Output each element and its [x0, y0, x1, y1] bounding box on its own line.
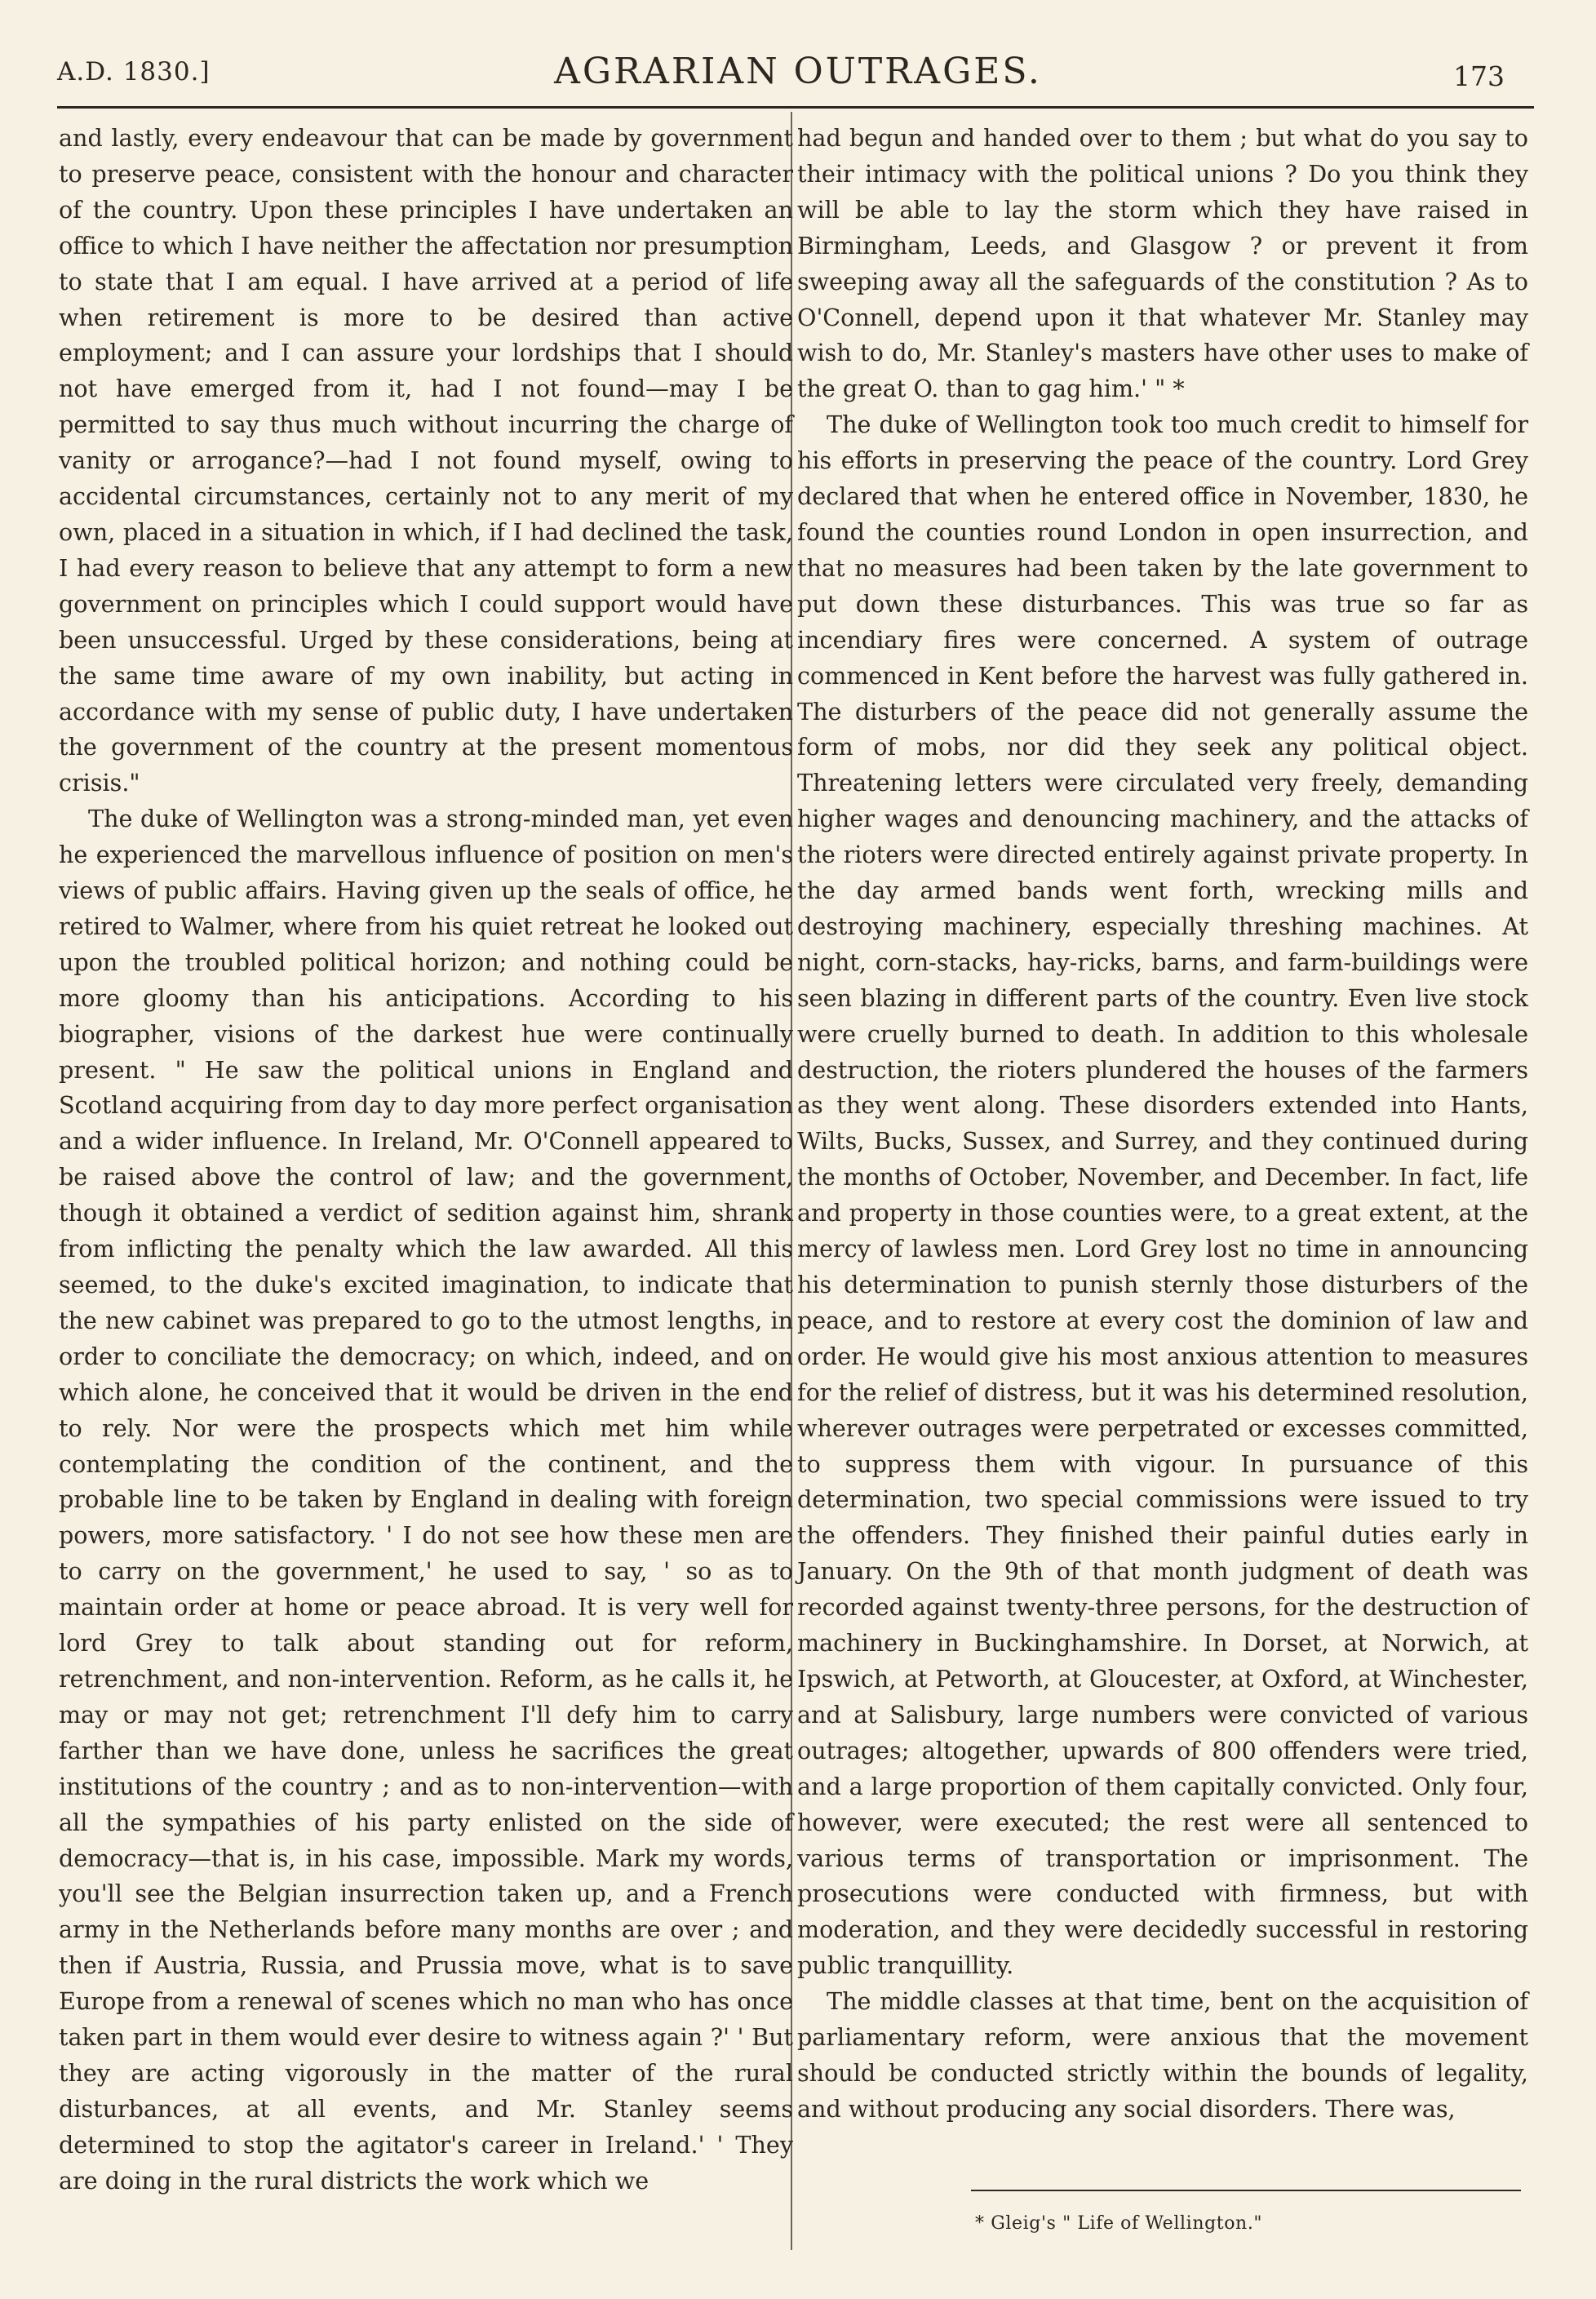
paragraph: The middle classes at that time, bent on the acquisition of parliamentary reform, were anxious that the movement should be conducted strictly within the bounds of legality, and without producing any social disorders. There was, — [797, 1987, 1528, 2123]
footnote: * Gleig's " Life of Wellington." — [975, 2213, 1263, 2234]
right-column — [797, 121, 1528, 2128]
paragraph: had begun and handed over to them ; but what do you say to their intimacy with the political unions ? Do you think they will be able to lay the storm which they have raised in Birmingham, Leeds, and Glasgow ? or prevent it from sweeping away all the safeguards of the constitution ? As to O'Connell, depend upon it that whatever Mr. Stanley may wish to do, Mr. Stanley's masters have other uses to make of the great O. than to gag him.' " * — [797, 124, 1528, 403]
paragraph: The duke of Wellington took too much credit to himself for his efforts in preserving the peace of the country. Lord Grey declared that when he entered office in November, 1830, he found the counties round London in open insurrection, and that no measures had been taken by the late government to put down these disturbances. This was true so far as incendiary fires were concerned. A system of outrage commenced in Kent before the harvest was fully gathered in. The disturbers of the peace did not generally assume the form of mobs, nor did they seek any political object. Threatening letters were circulated very freely, demanding higher wages and denouncing machinery, and the attacks of the rioters were directed entirely against private property. In the day armed bands went forth, wrecking mills and destroying machinery, especially threshing machines. At night, corn-stacks, hay-ricks, barns, and farm-buildings were seen blazing in different parts of the country. Even live stock were cruelly burned to death. In addition to this wholesale destruction, the rioters plundered the houses of the farmers as they went along. These disorders extended into Hants, Wilts, Bucks, Sussex, and Surrey, and they continued during the months of October, November, and December. In fact, life and property in those counties were, to a great extent, at the mercy of lawless men. Lord Grey lost no time in announcing his determination to punish sternly those disturbers of the peace, and to restore at every cost the dominion of law and order. He would give his most anxious attention to measures for the relief of distress, but it was his determined resolution, wherever outrages were perpetrated or excesses committed, to suppress them with vigour. In pursuance of this determination, two special commissions were issued to try the offenders. They finished their painful duties early in January. On the 9th of that month judgment of death was recorded against twenty-three persons, for the destruction of machinery in Buckinghamshire. In Dorset, at Norwich, at Ipswich, at Petworth, at Gloucester, at Oxford, at Winchester, and at Salisbury, large numbers were convicted of various outrages; altogether, upwards of 800 offenders were tried, and a large proportion of them capitally convicted. Only four, however, were executed; the rest were all sentenced to various terms of transportation or imprisonment. The prosecutions were conducted with firmness, but with moderation, and they were decidedly successful in restoring public tranquillity. — [797, 411, 1528, 1980]
header-rule — [57, 106, 1534, 109]
header-date: A.D. 1830.] — [57, 57, 211, 87]
paragraph: and lastly, every endeavour that can be made by government to preserve peace, consistent with the honour and character of the country. Upon these principles I have undertaken an office to which I have neither the affectation nor presumption to state that I am equal. I have arrived at a period of life when retirement is more to be desired than active employment; and I can assure your lordships that I should not have emerged from it, had I not found—may I be permitted to say thus much without incurring the charge of vanity or arrogance?—had I not found myself, owing to accidental circumstances, certainly not to any merit of my own, placed in a situation in which, if I had declined the task, I had every reason to believe that any attempt to form a new government on principles which I could support would have been unsuccessful. Urged by these considerations, being at the same time aware of my own inability, but acting in accordance with my sense of public duty, I have undertaken the government of the country at the present momentous crisis." — [59, 124, 793, 797]
paragraph: The duke of Wellington was a strong-minded man, yet even he experienced the marvellous influence of position on men's views of public affairs. Having given up the seals of office, he retired to Walmer, where from his quiet retreat he looked out upon the troubled political horizon; and nothing could be more gloomy than his anticipations. According to his biographer, visions of the darkest hue were continually present. " He saw the political unions in England and Scotland acquiring from day to day more perfect organisation and a wider influence. In Ireland, Mr. O'Connell appeared to be raised above the control of law; and the government, though it obtained a verdict of sedition against him, shrank from inflicting the penalty which the law awarded. All this seemed, to the duke's excited imagination, to indicate that the new cabinet was prepared to go to the utmost lengths, in order to conciliate the democracy; on which, indeed, and on which alone, he conceived that it would be driven in the end to rely. Nor were the prospects which met him while contemplating the condition of the continent, and the probable line to be taken by England in dealing with foreign powers, more satisfactory. ' I do not see how these men are to carry on the government,' he used to say, ' so as to maintain order at home or peace abroad. It is very well for lord Grey to talk about standing out for reform, retrenchment, and non-intervention. Reform, as he calls it, he may or may not get; retrenchment I'll defy him to carry farther than we have done, unless he sacrifices the great institutions of the country ; and as to non-intervention—with all the sympathies of his party enlisted on the side of democracy—that is, in his case, impossible. Mark my words, you'll see the Belgian insurrection taken up, and a French army in the Netherlands before many months are over ; and then if Austria, Russia, and Prussia move, what is to save Europe from a renewal of scenes which no man who has once taken part in them would ever desire to witness again ?' ' But they are acting vigorously in the matter of the rural disturbances, at all events, and Mr. Stanley seems determined to stop the agitator's career in Ireland.' ' They are doing in the rural districts the work which we — [59, 805, 793, 2195]
left-column — [59, 121, 793, 2199]
footnote-rule — [971, 2190, 1521, 2191]
page-title: AGRARIAN OUTRAGES. — [554, 51, 1042, 92]
running-header — [0, 49, 1596, 98]
page-number: 173 — [1453, 60, 1505, 92]
